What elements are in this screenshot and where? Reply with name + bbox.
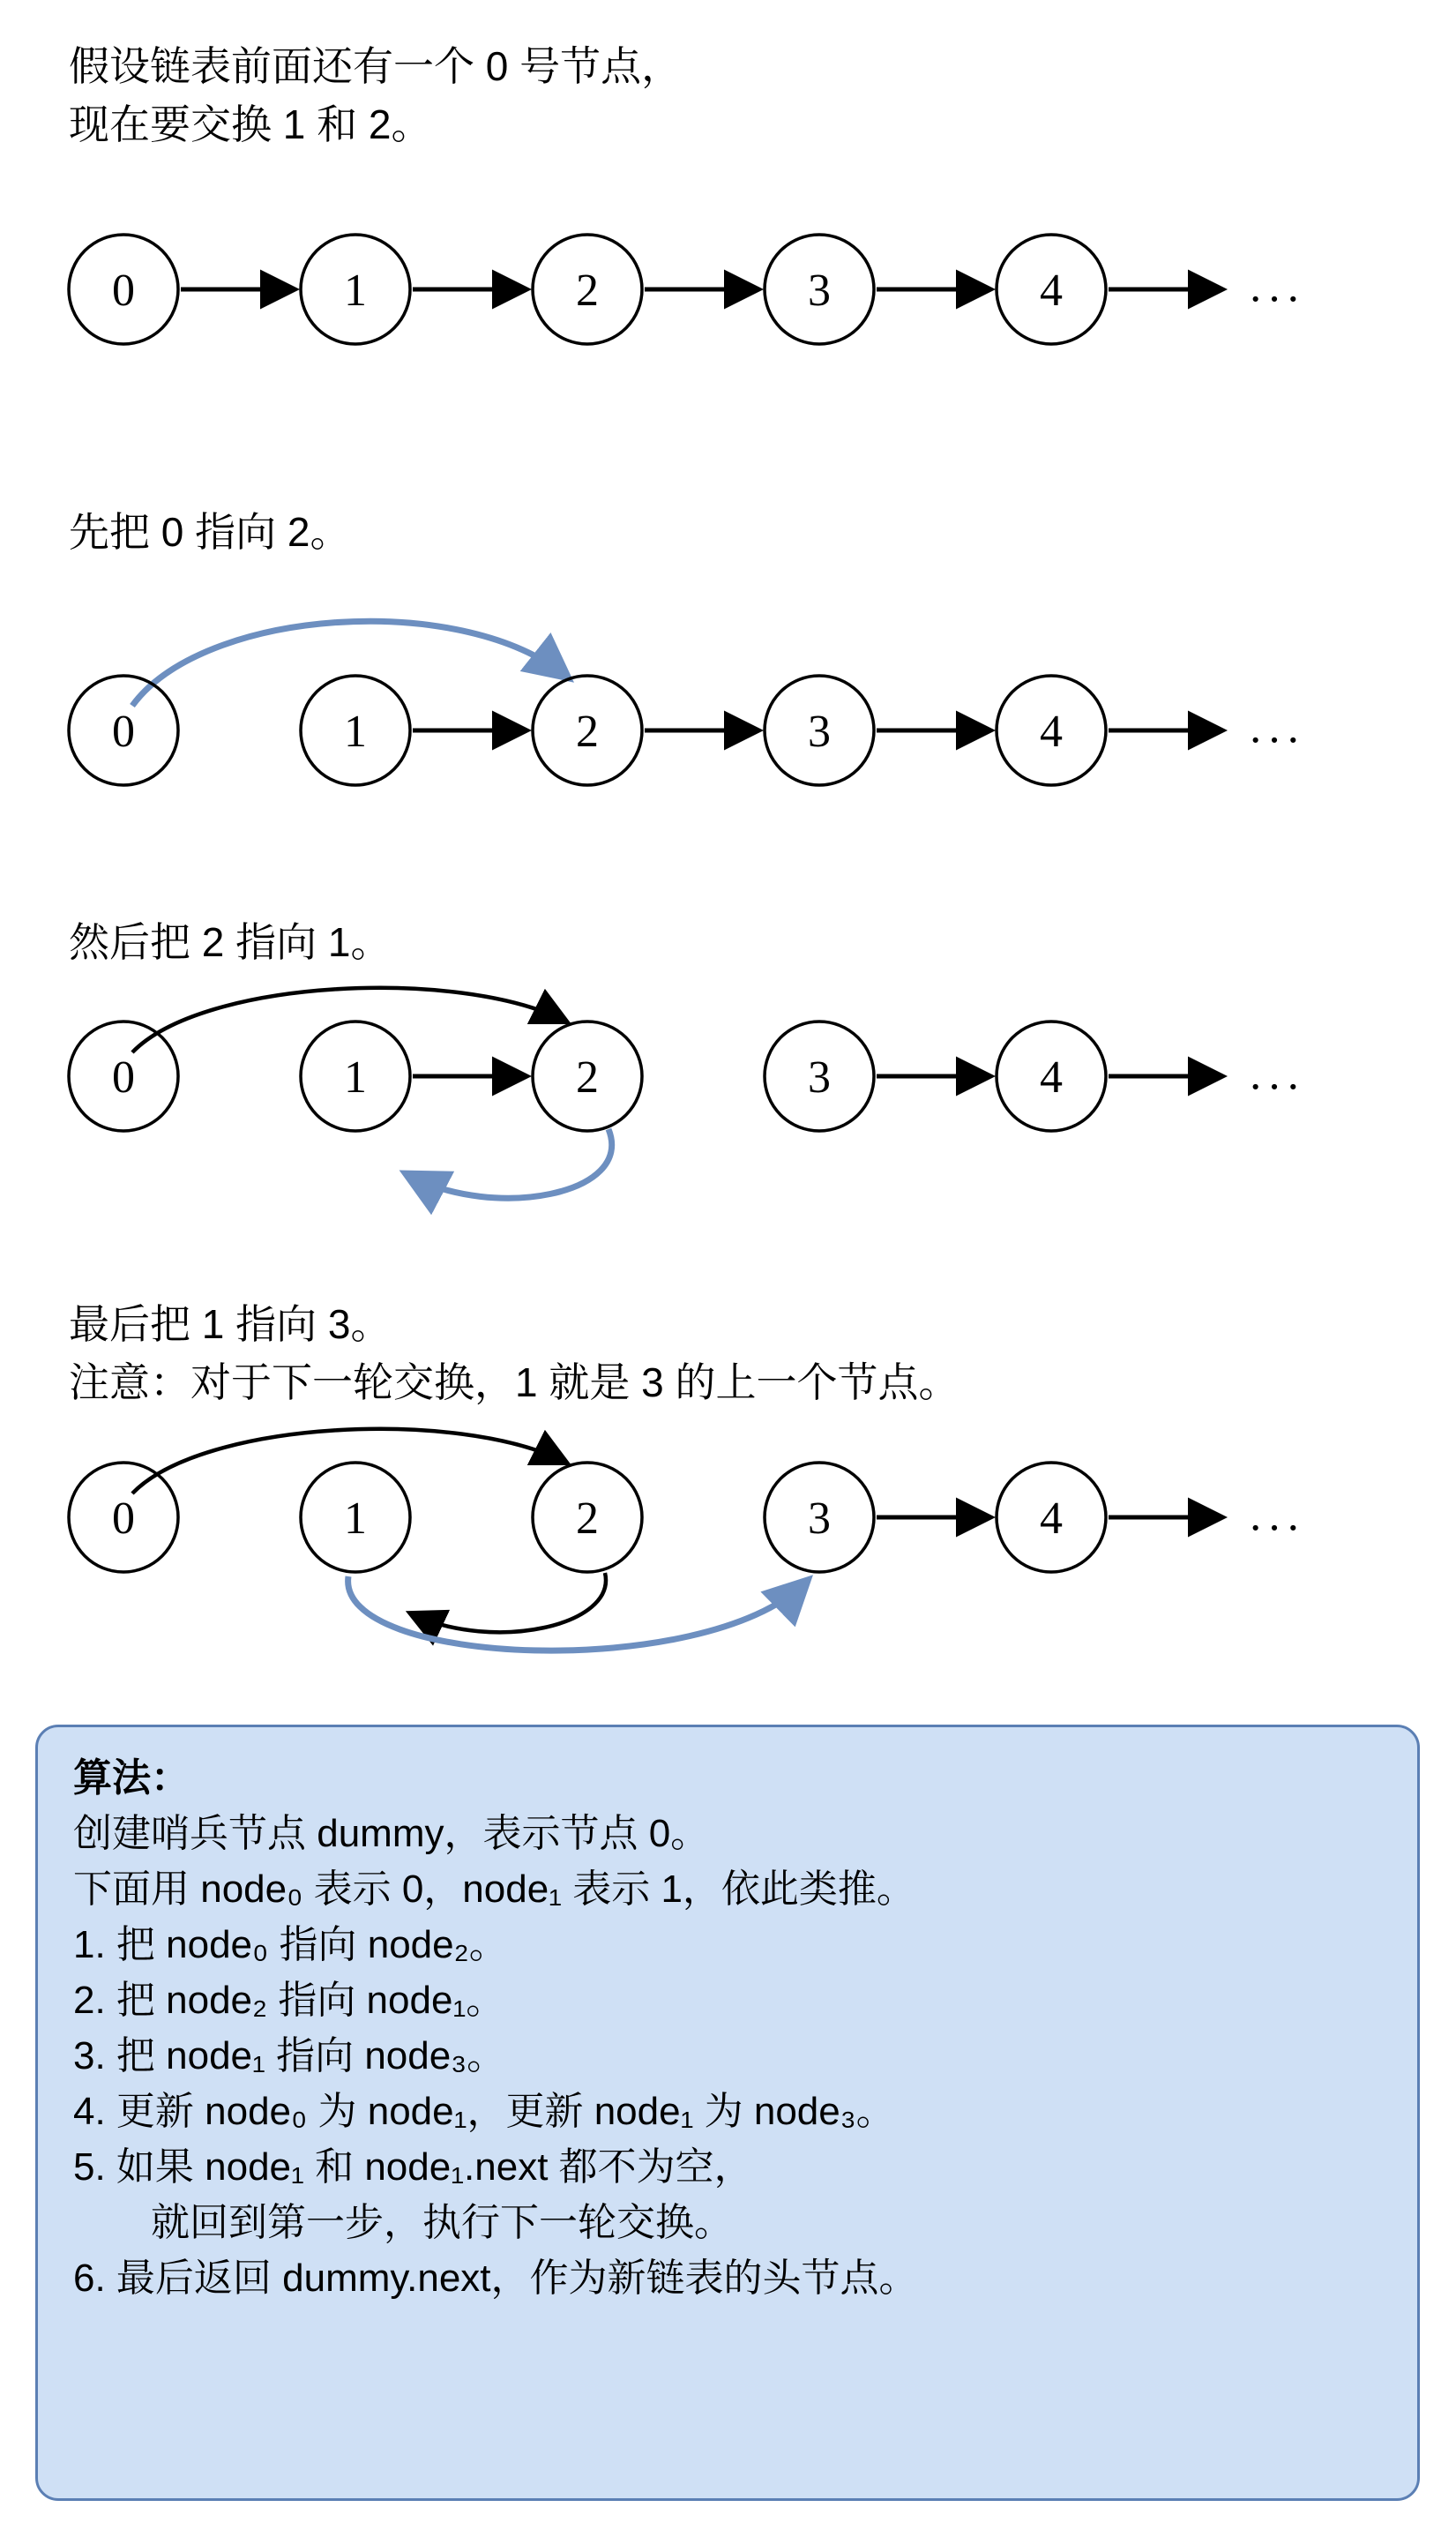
node-circle-1 bbox=[301, 676, 410, 785]
step4-caption-line2: 注意：对于下一轮交换，1 就是 3 的上一个节点。 bbox=[69, 1359, 959, 1405]
node-circle-3 bbox=[765, 1022, 874, 1131]
node-label-1: 1 bbox=[344, 266, 367, 316]
step2-caption-line1: 先把 0 指向 2。 bbox=[69, 509, 351, 555]
algorithm-line-4: 3. 把 node₁ 指向 node₃。 bbox=[73, 2034, 506, 2077]
arrow-2-to-1 bbox=[410, 1129, 612, 1198]
arrow-0-to-2 bbox=[132, 621, 564, 706]
algorithm-line-3: 2. 把 node₂ 指向 node₁。 bbox=[73, 1979, 505, 2022]
node-label-0: 0 bbox=[112, 1052, 135, 1103]
step1-diagram bbox=[0, 221, 1456, 379]
node-label-2: 2 bbox=[576, 266, 599, 316]
node-circle-2 bbox=[533, 1463, 642, 1572]
node-circle-0 bbox=[69, 1463, 178, 1572]
algorithm-line-8: 6. 最后返回 dummy.next，作为新链表的头节点。 bbox=[73, 2257, 918, 2300]
node-label-4: 4 bbox=[1040, 1052, 1063, 1103]
arrow-2-to-1 bbox=[413, 1573, 606, 1632]
node-circle-4 bbox=[997, 1463, 1106, 1572]
step4-ellipsis: ··· bbox=[1248, 1503, 1304, 1553]
node-circle-3 bbox=[765, 1463, 874, 1572]
step4-caption-line1: 最后把 1 指向 3。 bbox=[69, 1301, 392, 1347]
node-label-2: 2 bbox=[576, 1052, 599, 1103]
node-circle-0 bbox=[69, 676, 178, 785]
step1-caption-line1: 假设链表前面还有一个 0 号节点， bbox=[69, 43, 683, 89]
algorithm-line-5: 4. 更新 node₀ 为 node₁，更新 node₁ 为 node₃。 bbox=[73, 2090, 895, 2133]
node-label-2: 2 bbox=[576, 707, 599, 757]
node-circle-4 bbox=[997, 235, 1106, 344]
step2-ellipsis: ··· bbox=[1248, 715, 1304, 766]
node-circle-1 bbox=[301, 1463, 410, 1572]
node-label-3: 3 bbox=[808, 1052, 831, 1103]
node-circle-2 bbox=[533, 1022, 642, 1131]
node-label-3: 3 bbox=[808, 1493, 831, 1544]
node-circle-4 bbox=[997, 1022, 1106, 1131]
node-label-1: 1 bbox=[344, 1493, 367, 1544]
node-circle-3 bbox=[765, 676, 874, 785]
step1-ellipsis: ··· bbox=[1248, 274, 1304, 325]
node-circle-0 bbox=[69, 1022, 178, 1131]
arrow-1-to-3 bbox=[348, 1576, 804, 1651]
node-label-3: 3 bbox=[808, 266, 831, 316]
node-label-4: 4 bbox=[1040, 1493, 1063, 1544]
arrow-0-to-2 bbox=[132, 1429, 564, 1493]
node-label-4: 4 bbox=[1040, 266, 1063, 316]
node-circle-3 bbox=[765, 235, 874, 344]
algorithm-line-1: 下面用 node₀ 表示 0，node₁ 表示 1，依此类推。 bbox=[73, 1868, 915, 1911]
algorithm-line-7: 就回到第一步，执行下一轮交换。 bbox=[73, 2201, 733, 2244]
step3-diagram bbox=[0, 984, 1456, 1239]
node-label-2: 2 bbox=[576, 1493, 599, 1544]
node-circle-0 bbox=[69, 235, 178, 344]
node-circle-2 bbox=[533, 235, 642, 344]
node-label-1: 1 bbox=[344, 1052, 367, 1103]
arrow-0-to-2 bbox=[132, 988, 564, 1052]
step4-diagram bbox=[0, 1425, 1456, 1689]
node-circle-1 bbox=[301, 1022, 410, 1131]
step3-ellipsis: ··· bbox=[1248, 1062, 1304, 1112]
algorithm-line-2: 1. 把 node₀ 指向 node₂。 bbox=[73, 1923, 508, 1966]
step1-caption-line2: 现在要交换 1 和 2。 bbox=[69, 101, 432, 147]
algorithm-line-0: 创建哨兵节点 dummy，表示节点 0。 bbox=[73, 1812, 710, 1855]
algorithm-line-6: 5. 如果 node₁ 和 node₁.next 都不为空， bbox=[73, 2145, 753, 2189]
node-label-1: 1 bbox=[344, 707, 367, 757]
step3-caption-line1: 然后把 2 指向 1。 bbox=[69, 919, 392, 965]
node-label-0: 0 bbox=[112, 266, 135, 316]
algorithm-box bbox=[35, 1725, 1420, 2501]
node-label-3: 3 bbox=[808, 707, 831, 757]
algorithm-heading: 算法： bbox=[73, 1756, 190, 1800]
node-label-4: 4 bbox=[1040, 707, 1063, 757]
node-label-0: 0 bbox=[112, 707, 135, 757]
node-circle-1 bbox=[301, 235, 410, 344]
node-circle-2 bbox=[533, 676, 642, 785]
node-circle-4 bbox=[997, 676, 1106, 785]
step2-diagram bbox=[0, 582, 1456, 794]
node-label-0: 0 bbox=[112, 1493, 135, 1544]
